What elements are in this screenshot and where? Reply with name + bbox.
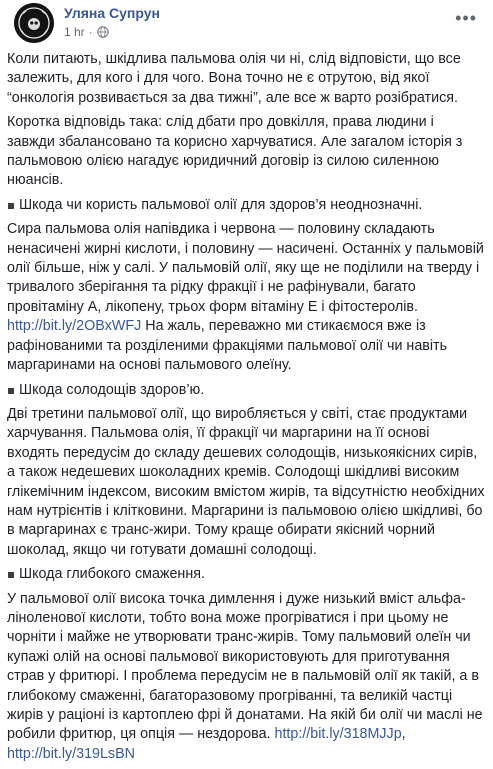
- square-bullet-icon: [8, 572, 14, 578]
- paragraph-text: На жаль, переважно ми стикаємося вже із рафінованими та розділеними фракціями пальмової олії чи навіть маргаринами на основі пальмового олеїну.: [7, 318, 448, 374]
- meta-separator: ·: [88, 25, 93, 39]
- more-options-icon[interactable]: •••: [455, 8, 477, 28]
- post-paragraph: [7, 113, 485, 191]
- post-link[interactable]: http://bit.ly/2OBxWFJ: [7, 318, 142, 335]
- author-avatar[interactable]: [14, 3, 54, 43]
- post-time[interactable]: 1 hr: [64, 25, 85, 39]
- paragraph-text: Шкода чи користь пальмової олії для здоров’я неоднозначні.: [19, 196, 423, 213]
- post-header: [0, 0, 493, 52]
- post-content: [7, 50, 485, 769]
- post-paragraph: [7, 590, 485, 765]
- paragraph-text: Коротка відповідь така: слід дбати про довкілля, права людини і завжди збалансовано та корисно харчуватися. Але загалом історія з пальмовою олією нагадує юридичний договір із силою силенною нюансів.: [7, 114, 463, 189]
- square-bullet-icon: [8, 203, 14, 209]
- bullet-heading: [7, 565, 485, 584]
- paragraph-text: Дві третини пальмової олії, що виробляється у світі, стає продуктами харчування. Пальмова олія, її фракції чи маргарини на її основі входять передусім до складу дешевих солодощів, низькоякісних сирів, а також недешевих шоколадних кремів. Солодощі шкідливі високим глікемічним індексом, високим вмістом жирів, та відсутністю необхідних нам нутрієнтів і клітковини. Маргарини із пальмовою олією шкідливі, бо в маргаринах є транс-жири. Тому краще обирати якісний чорний шоколад, якщо чи готувати домашні солодощі.: [7, 405, 485, 558]
- bullet-heading: [7, 381, 485, 400]
- post-meta: [64, 25, 109, 39]
- paragraph-text: ,: [401, 726, 406, 743]
- post-link[interactable]: http://bit.ly/318MJJp: [274, 726, 402, 743]
- paragraph-text: Шкода солодощів здоров’ю.: [19, 381, 205, 398]
- post-paragraph: [7, 220, 485, 375]
- post-link[interactable]: http://bit.ly/319LsBN: [7, 745, 135, 762]
- paragraph-text: Сира пальмова олія напівдика і червона — половину складають ненасичені жирні кислоти, і половину — насичені. Останніх у пальмовій олії більше, ніж у салі. У пальмовій олії, яку ще не поділили на тверду і тривалого зберігання та рідку фракції і не рафінували, багато провітаміну А, лікопену, трьох форм вітаміну Е і фітостеролів.: [7, 221, 484, 315]
- avatar-logo-icon: [14, 3, 54, 43]
- square-bullet-icon: [8, 388, 14, 394]
- post-paragraph: [7, 50, 485, 108]
- author-name[interactable]: Уляна Супрун: [64, 5, 160, 21]
- paragraph-text: Шкода глибокого смаження.: [19, 566, 205, 583]
- globe-icon[interactable]: [97, 26, 109, 38]
- paragraph-text: Коли питають, шкідлива пальмова олія чи ні, слід відповісти, що все залежить, для кого і для чого. Вона точно не є отрутою, від якої “онкологія розвивається за два тижні”, але все ж варто розібратися.: [7, 51, 461, 106]
- paragraph-text: У пальмової олії висока точка димлення і дуже низький вміст альфа-ліноленової кислоти, тобто вона може прогріватися і при цьому не чорніти і майже не утворювати транс-жирів. Тому пальмовий олеїн чи купажі олій на основі пальмової використовують для приготування страв у фритюрі. І проблема передусім не в пальмовій олії як такій, а в глибокому смаженні, багаторазовому прогріванні, та великій частці жирів у раціоні із картоплею фрі й донатами. На якій би олії чи маслі не робили фритюр, ця опція — нездорова.: [7, 590, 483, 743]
- bullet-heading: [7, 196, 485, 215]
- post-paragraph: [7, 405, 485, 560]
